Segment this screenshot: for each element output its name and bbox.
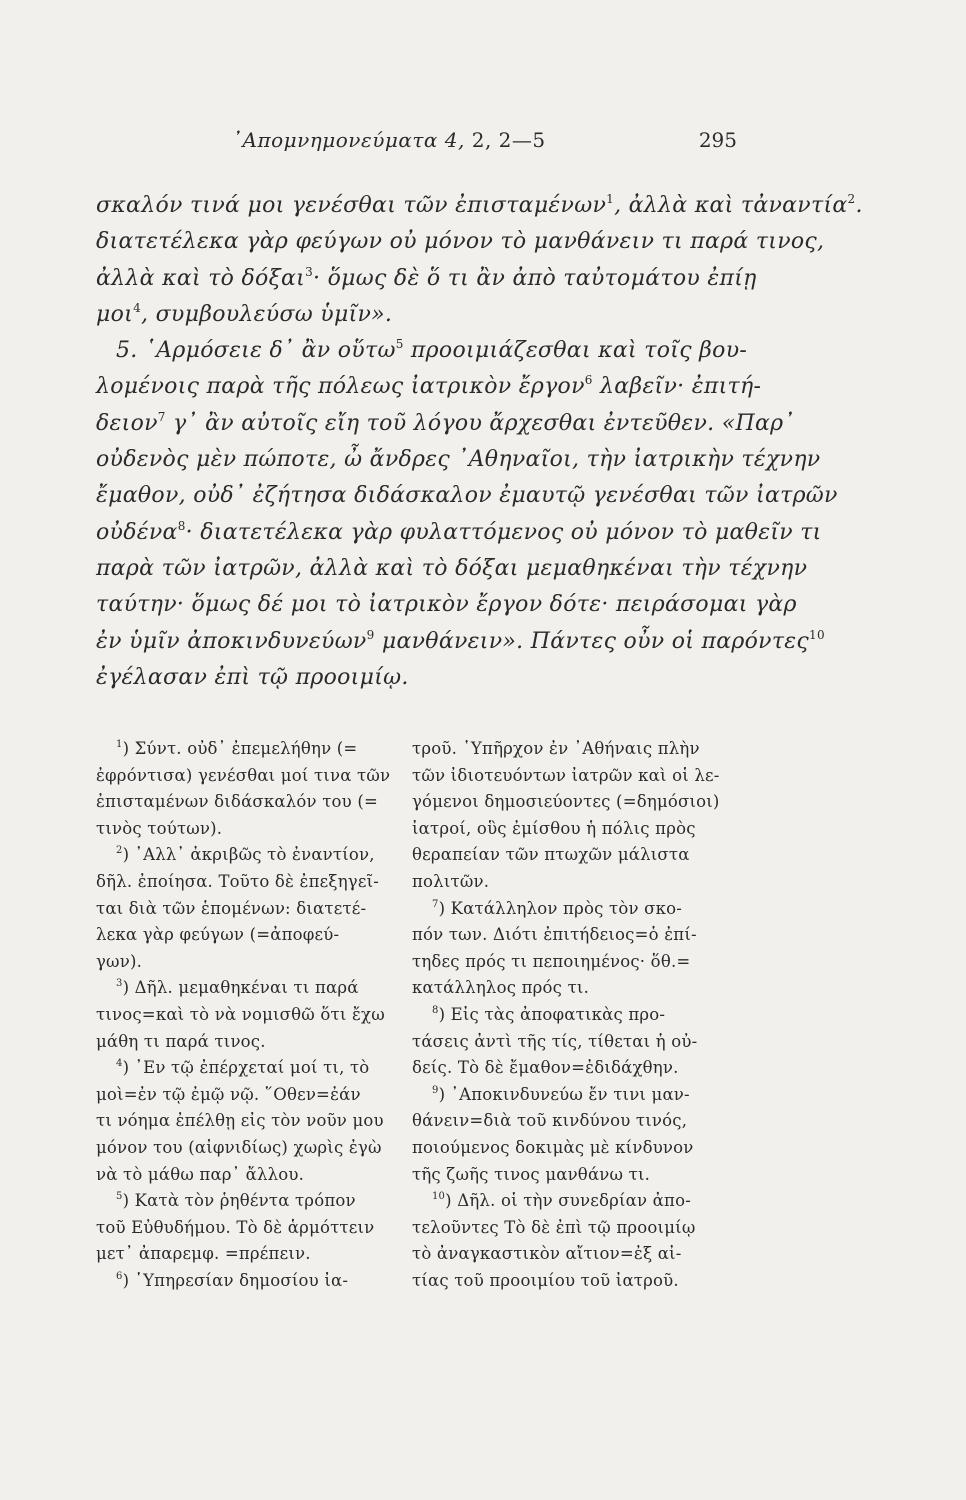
footnote-marker: 1 [606, 192, 615, 206]
text-segment: γων). [96, 951, 143, 971]
text-segment: ται διὰ τῶν ἑπομένων: διατετέ- [96, 898, 367, 918]
footnote-line [412, 975, 756, 1002]
text-line [96, 333, 756, 369]
text-segment: ) Δῆλ. μεμαθηκέναι τι παρά [122, 978, 359, 998]
text-segment: μετ᾿ ἀπαρεμφ. =πρέπειν. [96, 1244, 311, 1264]
footnote-line [412, 1002, 756, 1029]
text-segment: θεραπείαν τῶν πτωχῶν μάλιστα [412, 845, 690, 865]
page-header [232, 128, 737, 162]
footnote-line [96, 736, 418, 763]
text-segment: λεκα γὰρ φεύγων (=ἀποφεύ- [96, 925, 340, 945]
footnote-line [96, 1188, 418, 1215]
footnote-marker: 6 [584, 373, 593, 388]
text-segment: ἐν ὑμῖν ἀποκινδυνεύων [96, 628, 367, 654]
footnote-line [96, 1135, 418, 1162]
footnote-marker: 7 [432, 898, 439, 910]
footnote-line [96, 842, 418, 869]
text-segment: τῆς ζωῆς τινος μανθάνω τι. [412, 1164, 651, 1184]
text-segment: , συμβουλεύσω ὑμῖν». [141, 301, 393, 327]
footnote-marker: 4 [133, 300, 142, 315]
text-segment: τροῦ. ῾Υπῆρχον ἐν ᾿Αθήναις πλὴν [412, 739, 700, 758]
text-segment: παρὰ τῶν ἰατρῶν, ἀλλὰ καὶ τὸ δόξαι μεμαθηκέναι τὴν τέχνην [96, 555, 808, 581]
text-segment: ) Κατὰ τὸν ῥηθέντα τρόπον [122, 1191, 356, 1211]
text-segment: ἐφρόντισα) γενέσθαι μοί τινα τῶν [96, 765, 391, 785]
footnote-marker: 10 [809, 627, 825, 642]
footnote-line [412, 842, 756, 869]
text-segment: ἰατροί, οὓς ἐμίσθου ἡ πόλις πρὸς [412, 818, 696, 838]
text-line [96, 224, 825, 260]
text-line [96, 515, 822, 551]
footnote-line [412, 736, 756, 763]
text-segment: τινὸς τούτων). [96, 818, 223, 838]
text-segment: τάσεις ἀντὶ τῆς τίς, τίθεται ἡ οὐ- [412, 1031, 698, 1051]
text-line [96, 261, 756, 297]
text-segment: μάθη τι παρά τινος. [96, 1031, 266, 1051]
footnote-line [412, 1029, 756, 1056]
footnote-line [412, 1082, 756, 1109]
text-line [96, 587, 797, 623]
footnote-line [412, 1241, 756, 1268]
footnote-line [412, 949, 756, 976]
footnote-line [96, 1108, 418, 1135]
text-segment: τελοῦντες Τὸ δὲ ἐπὶ τῷ προοιμίῳ [412, 1217, 696, 1237]
text-segment: διατετέλεκα γὰρ φεύγων οὐ μόνον τὸ μανθάνειν τι παρά τινος, [96, 229, 825, 255]
text-segment: μοι [96, 301, 134, 327]
text-segment: ἐγέλασαν ἐπὶ τῷ προοιμίῳ. [96, 664, 409, 690]
text-line [96, 478, 838, 514]
footnote-marker: 6 [116, 1270, 123, 1282]
text-line [96, 624, 825, 660]
text-segment: τινος=καὶ τὸ νὰ νομισθῶ ὅτι ἔχω [96, 1004, 385, 1024]
footnote-line [96, 789, 418, 816]
text-segment: 5. ῾Αρμόσειε δ᾿ ἂν οὕτω [116, 338, 396, 364]
text-segment: ) Εἰς τὰς ἀποφατικὰς προ- [438, 1004, 666, 1024]
text-segment: γόμενοι δημοσιεύοντες (=δημόσιοι) [412, 792, 720, 812]
footnote-line [412, 1215, 756, 1242]
text-line [96, 188, 863, 224]
footnote-line [96, 949, 418, 976]
footnote-marker: 5 [116, 1191, 123, 1203]
text-segment: μανθάνειν». Πάντες οὖν οἱ παρόντες [374, 628, 810, 654]
text-segment: ἔμαθον, οὐδ᾿ ἐζήτησα διδάσκαλον ἐμαυτῷ γενέσθαι τῶν ἰατρῶν [96, 483, 838, 509]
footnote-line [412, 1055, 756, 1082]
text-segment: ἀλλὰ καὶ τὸ δόξαι [96, 265, 306, 291]
text-segment: ταύτην· ὅμως δέ μοι τὸ ἰατρικὸν ἔργον δότε· πειράσομαι γὰρ [96, 592, 797, 618]
text-segment: γ᾿ ἂν αὐτοῖς εἴη τοῦ λόγου ἄρχεσθαι ἐντεῦθεν. «Παρ᾿ [165, 410, 795, 436]
text-segment: ) ᾿Εν τῷ ἐπέρχεταί μοί τι, τὸ [122, 1058, 370, 1078]
footnote-line [412, 1135, 756, 1162]
text-line [96, 660, 756, 696]
footnote-marker: 5 [395, 337, 404, 352]
footnote-line [96, 869, 418, 896]
footnote-line [412, 869, 756, 896]
text-segment: . [855, 193, 863, 218]
text-line [96, 369, 762, 405]
text-segment: δειον [96, 410, 158, 436]
text-segment: δῆλ. ἐποίησα. Τοῦτο δὲ ἐπεξηγεῖ- [96, 871, 380, 891]
text-segment: πολιτῶν. [412, 871, 490, 891]
text-segment: τὸ ἀναγκαστικὸν αἴτιον=ἐξ αἰ- [412, 1244, 682, 1264]
text-segment: τῶν ἰδιοτευόντων ἰατρῶν καὶ οἱ λε- [412, 765, 720, 785]
footnote-marker: 10 [432, 1191, 446, 1203]
text-segment: δείς. Τὸ δὲ ἔμαθον=ἐδιδάχθην. [412, 1058, 679, 1078]
text-segment: οὐδένα [96, 519, 178, 545]
footnote-line [96, 922, 418, 949]
footnote-line [96, 896, 418, 923]
text-line [96, 551, 808, 587]
page-number: 295 [698, 128, 737, 152]
text-segment: ἐπισταμένων διδάσκαλόν του (= [96, 792, 378, 812]
text-segment: οὐδενὸς μὲν πώποτε, ὦ ἄνδρες ᾿Αθηναῖοι, τὴν ἰατρικὴν τέχνην [96, 447, 821, 473]
main-text [96, 188, 863, 696]
footnote-marker: 4 [116, 1058, 123, 1070]
footnote-line [412, 1108, 756, 1135]
text-segment: τοῦ Εὐθυδήμου. Τὸ δὲ ἁρμόττειν [96, 1217, 375, 1237]
text-segment: τι νόημα ἐπέλθῃ εἰς τὸν νοῦν μου [96, 1111, 384, 1131]
text-segment: ) ᾿Αλλ᾿ ἀκριβῶς τὸ ἐναντίον, [122, 845, 375, 865]
footnote-line [96, 1268, 418, 1295]
footnote-line [412, 816, 756, 843]
footnote-marker: 9 [432, 1084, 439, 1096]
text-segment: ποιούμενος δοκιμὰς μὲ κίνδυνον [412, 1137, 694, 1157]
footnote-marker: 1 [116, 739, 123, 750]
text-segment: τηδες πρός τι πεποιημένος· ὅθ.= [412, 951, 691, 971]
footnote-line [96, 1055, 418, 1082]
text-segment: κατάλληλος πρός τι. [412, 978, 590, 998]
footnote-line [96, 763, 418, 790]
footnote-line [96, 816, 418, 843]
footnote-line [96, 1029, 418, 1056]
footnote-line [412, 1188, 756, 1215]
footnote-marker: 9 [366, 627, 375, 642]
footnote-line [96, 1002, 418, 1029]
running-head [232, 128, 546, 152]
footnote-marker: 7 [157, 409, 166, 424]
text-segment: ) ᾿Αποκινδυνεύω ἔν τινι μαν- [438, 1084, 690, 1104]
text-segment: νὰ τὸ μάθω παρ᾿ ἄλλου. [96, 1164, 305, 1184]
running-ref: 2, 2—5 [471, 128, 546, 152]
text-segment: πόν των. Διότι ἐπιτήδειος=ὁ ἐπί- [412, 925, 697, 945]
footnote-marker: 8 [177, 518, 186, 533]
footnote-line [96, 1241, 418, 1268]
text-segment: θάνειν=διὰ τοῦ κινδύνου τινός, [412, 1111, 688, 1131]
text-segment: μόνον του (αἰφνιδίως) χωρὶς ἐγὼ [96, 1137, 382, 1157]
footnote-line [96, 1162, 418, 1189]
footnote-line [412, 763, 756, 790]
text-segment: σκαλόν τινά μοι γενέσθαι τῶν ἐπισταμένων [96, 193, 607, 218]
text-segment: ) Κατάλληλον πρὸς τὸν σκο- [438, 898, 683, 918]
text-segment: μοὶ=ἐν τῷ ἐμῷ νῷ. ῞Οθεν=ἐάν [96, 1084, 361, 1104]
text-segment: τίας τοῦ προοιμίου τοῦ ἰατροῦ. [412, 1270, 679, 1290]
footnote-marker: 2 [116, 845, 123, 857]
text-line [96, 442, 821, 478]
footnote-line [96, 1082, 418, 1109]
text-segment: ) Δῆλ. οἱ τὴν συνεδρίαν ἀπο- [445, 1191, 691, 1211]
footnote-line [96, 1215, 418, 1242]
text-segment: προοιμιάζεσθαι καὶ τοῖς βου- [403, 338, 748, 364]
text-segment: · διατετέλεκα γὰρ φυλαττόμενος οὐ μόνον τὸ μαθεῖν τι [185, 519, 822, 545]
footnote-line [412, 1268, 756, 1295]
text-segment: · ὅμως δὲ ὅ τι ἂν ἀπὸ ταὐτομάτου ἐπίῃ [313, 265, 757, 291]
footnote-line [412, 1162, 756, 1189]
footnotes-left-column [96, 736, 418, 1294]
text-segment: , ἀλλὰ καὶ τἀναντία [614, 193, 848, 218]
footnote-line [412, 896, 756, 923]
text-line [96, 297, 756, 333]
footnote-marker: 8 [432, 1004, 439, 1016]
text-segment: λομένοις παρὰ τῆς πόλεως ἰατρικὸν ἔργον [96, 374, 585, 400]
text-segment: ) Σύντ. οὐδ᾿ ἐπεμελήθην (= [122, 739, 358, 758]
running-title: ᾿Απομνημονεύματα 4, [232, 128, 465, 152]
text-segment: λαβεῖν· ἐπιτή- [592, 374, 762, 400]
footnote-marker: 3 [116, 978, 123, 990]
text-line [96, 406, 795, 442]
footnote-marker: 3 [305, 264, 314, 279]
text-segment: ) ῾Υπηρεσίαν δημοσίου ἰα- [122, 1270, 349, 1290]
footnotes-right-column [412, 736, 756, 1294]
footnote-line [96, 975, 418, 1002]
footnote-line [412, 789, 756, 816]
footnote-marker: 2 [847, 192, 856, 206]
footnote-line [412, 922, 756, 949]
